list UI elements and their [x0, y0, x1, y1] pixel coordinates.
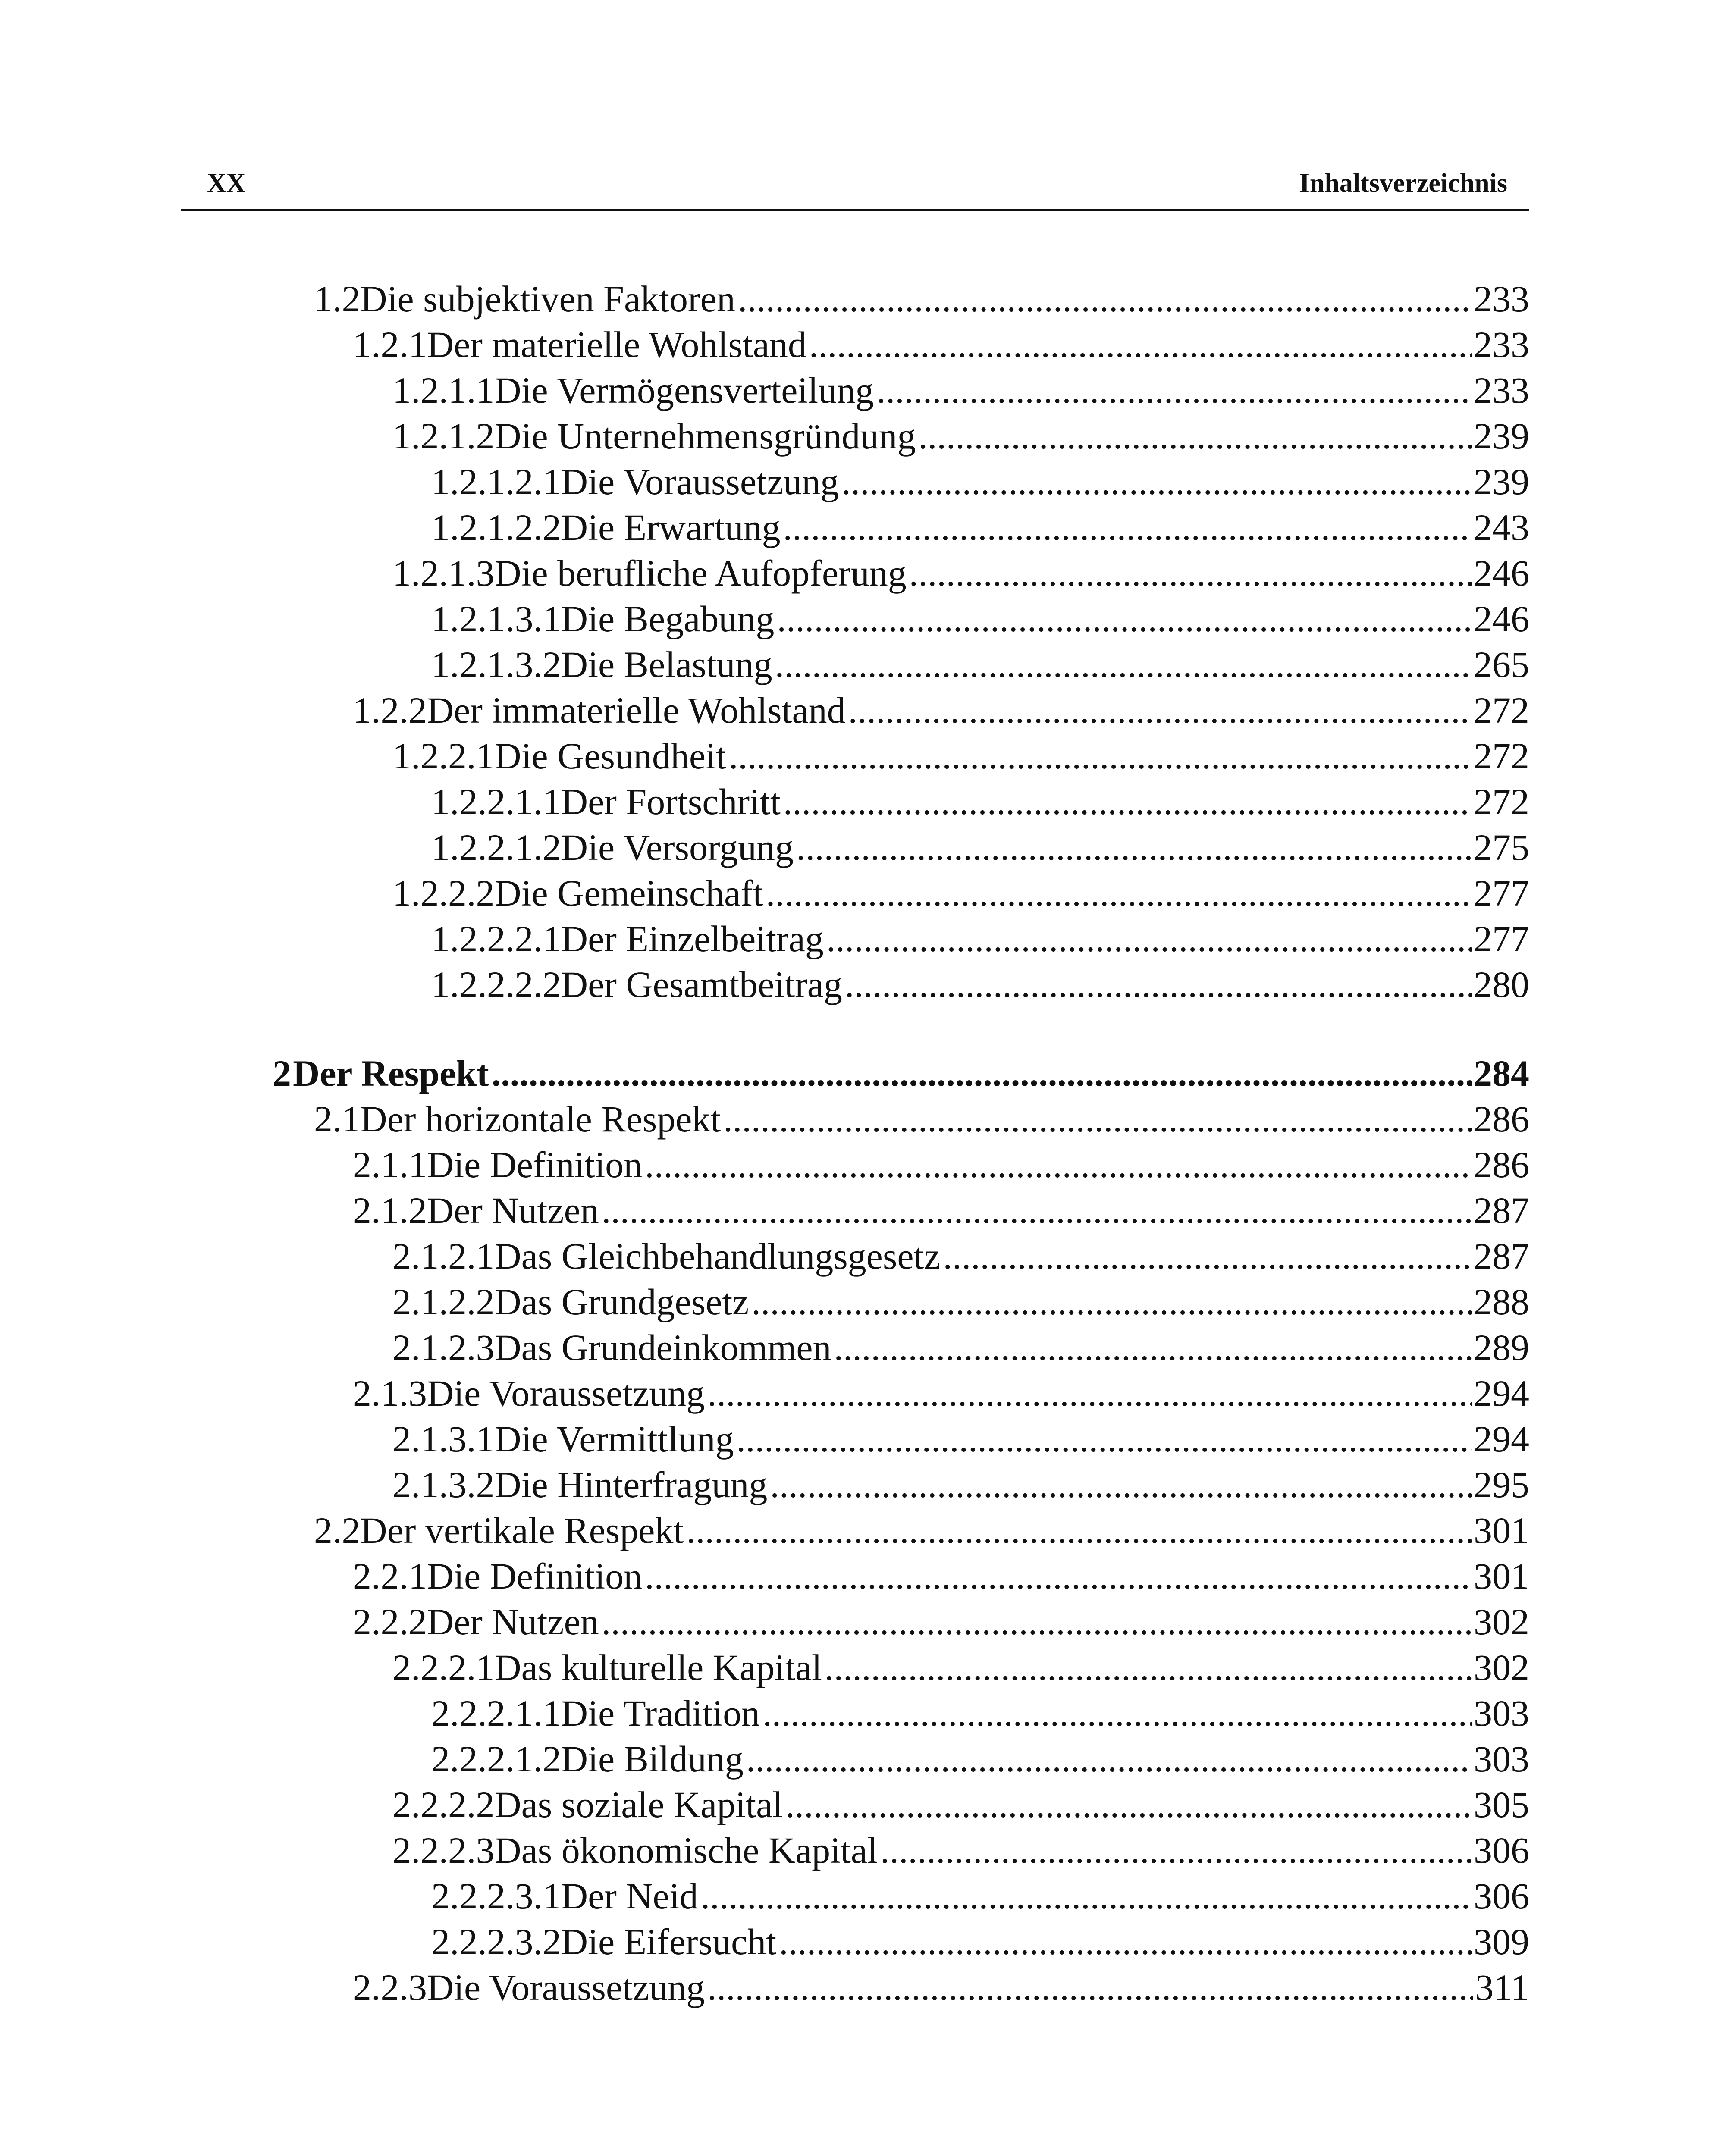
toc-entry-page: 275	[1474, 827, 1529, 868]
toc-entry-title: Der Fortschritt	[561, 781, 781, 822]
toc-entry-number: 1.2.2	[353, 689, 427, 731]
toc-entry-page: 239	[1474, 415, 1529, 457]
toc-entry	[392, 1827, 1529, 1873]
toc-entry-page: 303	[1474, 1692, 1529, 1734]
toc-entry-title: Die Vermögensverteilung	[494, 370, 874, 411]
toc-entry-title: Der vertikale Respekt	[360, 1510, 684, 1551]
toc-entry-page: 288	[1474, 1281, 1529, 1322]
toc-entry-page: 265	[1474, 644, 1529, 685]
toc-entry	[392, 1233, 1529, 1279]
toc-entry-page: 301	[1474, 1555, 1529, 1597]
toc-entry-title: Das Grundeinkommen	[494, 1327, 831, 1368]
toc-entry-page: 243	[1474, 507, 1529, 548]
toc-entry-number: 2.1.2.3	[392, 1327, 495, 1368]
toc-entry-number: 2.2.2.3.1	[431, 1875, 561, 1917]
toc-entry-number: 1.2	[314, 278, 361, 320]
toc-entry-title: Die Begabung	[561, 598, 775, 639]
toc-entry	[431, 596, 1529, 642]
toc-entry	[431, 1736, 1529, 1782]
toc-entry-number: 1.2.2.2.2	[431, 964, 561, 1005]
toc-entry-title: Die Eifersucht	[561, 1921, 777, 1962]
dot-leader	[848, 687, 1472, 733]
toc-entry-number: 1.2.2.2.1	[431, 918, 561, 959]
toc-entry-number: 2.2.2.1.1	[431, 1692, 561, 1734]
header-divider	[181, 209, 1529, 211]
page-number-label: XX	[207, 169, 246, 198]
toc-entry-number: 2.2.3	[353, 1967, 427, 2008]
toc-entry-number: 2.1.2	[353, 1190, 427, 1231]
dot-leader	[845, 962, 1472, 1007]
toc-entry-page: 302	[1474, 1601, 1529, 1642]
toc-entry-title: Die Voraussetzung	[427, 1967, 705, 2008]
toc-entry-number: 2.2.2.3	[392, 1830, 495, 1871]
toc-entry-number: 1.2.2.2	[392, 872, 495, 914]
toc-entry-number: 2.1.3.2	[392, 1464, 495, 1505]
toc-entry-title: Die Erwartung	[561, 507, 781, 548]
toc-entry-number: 2.2	[314, 1510, 361, 1551]
dot-leader	[775, 642, 1472, 687]
toc-entry	[392, 1462, 1529, 1507]
toc-entry-page: 272	[1474, 735, 1529, 777]
dot-leader	[841, 459, 1472, 505]
toc-entry	[431, 779, 1529, 824]
toc-entry-title: Die Definition	[427, 1144, 643, 1185]
toc-entry	[314, 1507, 1529, 1553]
dot-leader	[783, 505, 1472, 550]
dot-leader	[796, 824, 1472, 870]
toc-entry-page: 309	[1474, 1921, 1529, 1962]
toc-entry-title: Das Grundgesetz	[494, 1281, 749, 1322]
toc-entry	[392, 870, 1529, 916]
toc-entry	[353, 1553, 1529, 1599]
toc-entry-title: Das ökonomische Kapital	[494, 1830, 878, 1871]
toc-entry-number: 2.2.2	[353, 1601, 427, 1642]
dot-leader	[918, 413, 1472, 459]
toc-entry-page: 286	[1474, 1098, 1529, 1140]
toc-entry	[431, 1690, 1529, 1736]
dot-leader	[723, 1096, 1472, 1142]
toc-entry-title: Das kulturelle Kapital	[494, 1647, 822, 1688]
toc-entry-page: 280	[1474, 964, 1529, 1005]
dot-leader	[779, 1919, 1472, 1965]
toc-entry-title: Die subjektiven Faktoren	[360, 278, 735, 320]
toc-entry-number: 2.2.2.1.2	[431, 1738, 561, 1780]
toc-entry-number: 1.2.1.3	[392, 552, 495, 594]
dot-leader	[645, 1142, 1472, 1188]
toc-entry	[431, 916, 1529, 962]
toc-entry	[392, 1645, 1529, 1690]
toc-entry-title: Der immaterielle Wohlstand	[427, 689, 846, 731]
dot-leader	[770, 1462, 1472, 1507]
toc-entry-number: 2.1.3.1	[392, 1418, 495, 1460]
dot-leader	[602, 1599, 1472, 1645]
dot-leader	[809, 322, 1472, 367]
dot-leader	[645, 1553, 1472, 1599]
toc-entry-page: 287	[1474, 1190, 1529, 1231]
toc-entry	[431, 459, 1529, 505]
toc-entry	[353, 687, 1529, 733]
toc-entry	[392, 1279, 1529, 1325]
dot-leader	[729, 733, 1472, 779]
dot-leader	[943, 1233, 1472, 1279]
toc-entry	[392, 1325, 1529, 1370]
dot-leader	[746, 1736, 1472, 1782]
toc-entry-number: 1.2.1.1	[392, 370, 495, 411]
toc-entry	[314, 276, 1529, 322]
toc-entry-page: 289	[1474, 1327, 1529, 1368]
toc-entry-number: 1.2.1.3.2	[431, 644, 561, 685]
toc-entry-page: 246	[1474, 552, 1529, 594]
toc-entry	[431, 962, 1529, 1007]
toc-entry-number: 1.2.1.2.1	[431, 461, 561, 502]
toc-entry-title: Das soziale Kapital	[494, 1784, 783, 1825]
toc-entry-title: Die Gemeinschaft	[494, 872, 763, 914]
toc-entry-page: 246	[1474, 598, 1529, 639]
toc-entry-title: Die Hinterfragung	[494, 1464, 768, 1505]
toc-entry-title: Die Vermittlung	[494, 1418, 734, 1460]
toc-entry-page: 272	[1474, 781, 1529, 822]
toc-entry-title: Der Respekt	[293, 1053, 489, 1094]
toc-entry-number: 1.2.1.3.1	[431, 598, 561, 639]
toc-entry-title: Der Nutzen	[427, 1190, 599, 1231]
dot-leader	[876, 367, 1472, 413]
toc-entry	[353, 322, 1529, 367]
toc-entry	[353, 1599, 1529, 1645]
toc-entry-title: Der Gesamtbeitrag	[561, 964, 842, 1005]
toc-entry-number: 1.2.1	[353, 324, 427, 365]
dot-leader	[766, 870, 1472, 916]
toc-entry-number: 2.1.1	[353, 1144, 427, 1185]
toc-entry-title: Die Versorgung	[561, 827, 794, 868]
dot-leader	[701, 1873, 1472, 1919]
toc-entry-number: 1.2.2.1.2	[431, 827, 561, 868]
dot-leader	[785, 1782, 1472, 1827]
dot-leader	[707, 1370, 1472, 1416]
toc-entry-page: 295	[1474, 1464, 1529, 1505]
toc-entry-title: Die Gesundheit	[494, 735, 726, 777]
toc-entry-page: 277	[1474, 872, 1529, 914]
toc-entry-page: 286	[1474, 1144, 1529, 1185]
toc-entry-page: 306	[1474, 1875, 1529, 1917]
running-title: Inhaltsverzeichnis	[1299, 169, 1507, 198]
toc-entry-title: Die Voraussetzung	[561, 461, 839, 502]
toc-entry-page: 287	[1474, 1235, 1529, 1277]
toc-entry-page: 302	[1474, 1647, 1529, 1688]
toc-entry-page: 303	[1474, 1738, 1529, 1780]
toc-entry	[392, 550, 1529, 596]
toc-entry	[392, 413, 1529, 459]
toc-entry	[431, 642, 1529, 687]
toc-entry-number: 2.2.1	[353, 1555, 427, 1597]
toc-entry-title: Der Neid	[561, 1875, 698, 1917]
toc-entry	[353, 1965, 1529, 2010]
toc-entry	[392, 1416, 1529, 1462]
toc-entry	[392, 733, 1529, 779]
toc-entry-page: 284	[1474, 1053, 1529, 1094]
dot-leader	[707, 1965, 1473, 2010]
toc-entry-page: 277	[1474, 918, 1529, 959]
dot-leader	[492, 1050, 1472, 1096]
toc-entry-title: Die Unternehmensgründung	[494, 415, 916, 457]
toc-entry-page: 233	[1474, 278, 1529, 320]
toc-entry-page: 272	[1474, 689, 1529, 731]
toc-entry-title: Der materielle Wohlstand	[427, 324, 806, 365]
toc-entry	[353, 1142, 1529, 1188]
toc-entry	[353, 1188, 1529, 1233]
toc-entry-number: 2.1	[314, 1098, 361, 1140]
toc-entry-title: Die Definition	[427, 1555, 643, 1597]
toc-entry	[392, 1782, 1529, 1827]
dot-leader	[783, 779, 1472, 824]
toc-entry-page: 305	[1474, 1784, 1529, 1825]
toc-entry-page: 301	[1474, 1510, 1529, 1551]
toc-entry-title: Der Nutzen	[427, 1601, 599, 1642]
toc-entry	[353, 1370, 1529, 1416]
toc-entry-page: 294	[1474, 1418, 1529, 1460]
toc-entry-number: 1.2.2.1	[392, 735, 495, 777]
toc-entry	[431, 1919, 1529, 1965]
dot-leader	[751, 1279, 1472, 1325]
toc-entry-number: 2.1.2.1	[392, 1235, 495, 1277]
dot-leader	[762, 1690, 1472, 1736]
dot-leader	[777, 596, 1472, 642]
dot-leader	[909, 550, 1472, 596]
toc-entry	[431, 824, 1529, 870]
toc-entry-page: 306	[1474, 1830, 1529, 1871]
toc-entry-number: 2.2.2.1	[392, 1647, 495, 1688]
toc-entry-page: 294	[1474, 1373, 1529, 1414]
toc-entry-title: Die Belastung	[561, 644, 772, 685]
dot-leader	[826, 916, 1472, 962]
toc-entry-number: 1.2.1.2.2	[431, 507, 561, 548]
toc-entry-page: 311	[1475, 1967, 1529, 2008]
toc-entry	[314, 1096, 1529, 1142]
toc-entry-page: 239	[1474, 461, 1529, 502]
toc-entry-number: 1.2.2.1.1	[431, 781, 561, 822]
toc-entry	[431, 505, 1529, 550]
toc-entry-number: 2.2.2.3.2	[431, 1921, 561, 1962]
toc-entry-title: Der Einzelbeitrag	[561, 918, 824, 959]
toc-entry	[431, 1873, 1529, 1919]
toc-entry-number: 2.2.2.2	[392, 1784, 495, 1825]
toc-entry-number: 2	[273, 1053, 291, 1094]
dot-leader	[834, 1325, 1472, 1370]
toc-entry-number: 2.1.2.2	[392, 1281, 495, 1322]
dot-leader	[602, 1188, 1472, 1233]
toc-entry-title: Die Bildung	[561, 1738, 744, 1780]
toc-entry-title: Der horizontale Respekt	[360, 1098, 721, 1140]
dot-leader	[686, 1507, 1472, 1553]
toc-entry-number: 2.1.3	[353, 1373, 427, 1414]
toc-entry-number: 1.2.1.2	[392, 415, 495, 457]
toc-entry-title: Die berufliche Aufopferung	[494, 552, 907, 594]
toc-entry-title: Die Tradition	[561, 1692, 760, 1734]
dot-leader	[880, 1827, 1472, 1873]
toc-entry	[392, 367, 1529, 413]
toc-entry	[273, 1050, 1529, 1096]
dot-leader	[825, 1645, 1472, 1690]
toc-entry-title: Das Gleichbehandlungsgesetz	[494, 1235, 941, 1277]
toc-entry-page: 233	[1474, 370, 1529, 411]
toc-entry-page: 233	[1474, 324, 1529, 365]
toc-entry-title: Die Voraussetzung	[427, 1373, 705, 1414]
dot-leader	[738, 276, 1472, 322]
page-header	[181, 162, 1529, 213]
dot-leader	[736, 1416, 1472, 1462]
